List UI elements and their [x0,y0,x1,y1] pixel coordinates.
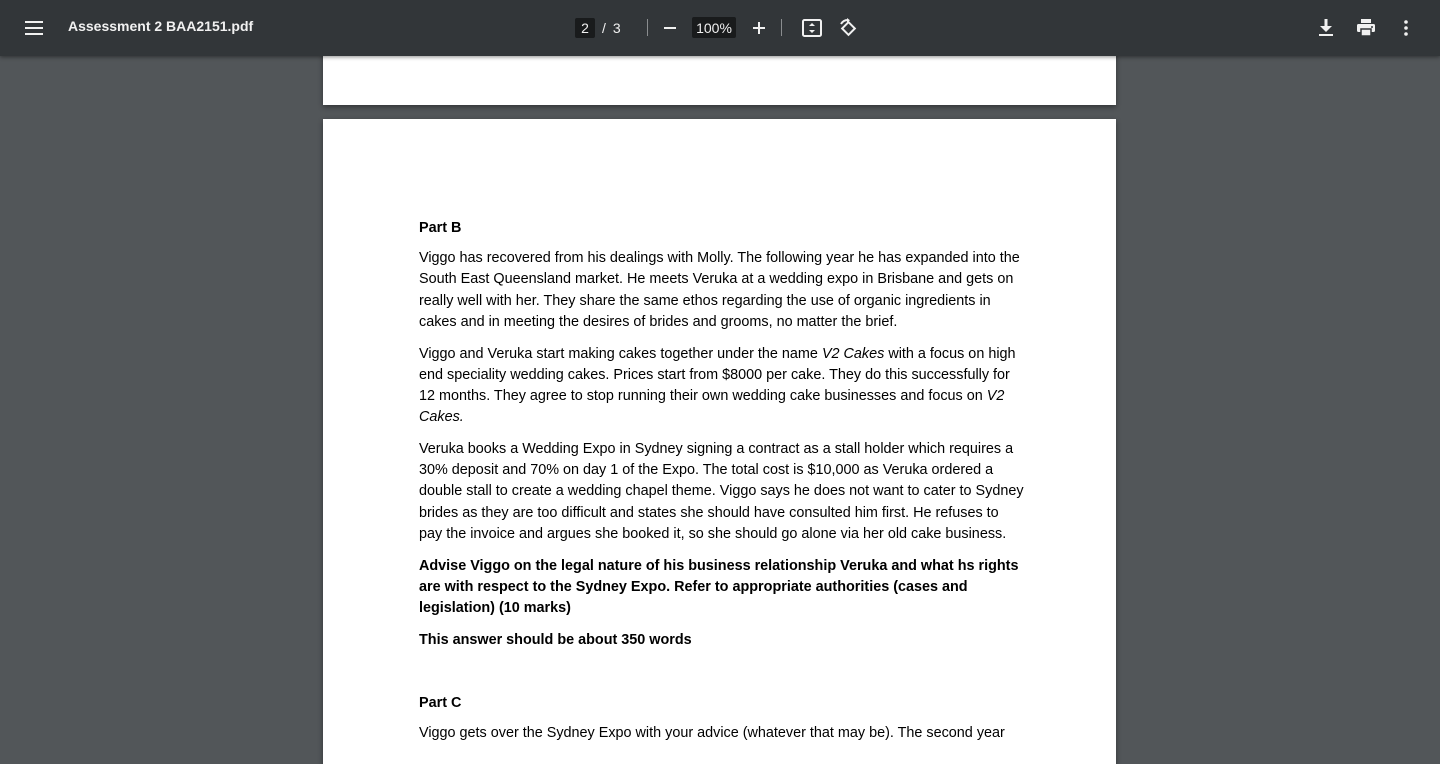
part-c-paragraph-1: Viggo gets over the Sydney Expo with your advice (whatever that may be). The second year [419,724,1005,741]
download-icon [1318,19,1334,37]
print-button[interactable] [1352,14,1380,42]
page-separator: / [602,20,606,36]
print-icon [1356,19,1376,37]
page-selector [575,17,621,39]
document-title: Assessment 2 BAA2151.pdf [68,18,254,34]
zoom-out-button[interactable] [656,14,684,42]
paragraph-text: with a focus on high end speciality wedding cakes. Prices start from $8000 per cake. They do this successfully for 12 months. They agree to stop running their own wedding cake businesses and focus on [419,345,1016,405]
page-number-input[interactable] [575,18,595,38]
part-b-paragraph-3: Veruka books a Wedding Expo in Sydney signing a contract as a stall holder which requires a 30% deposit and 70% on day 1 of the Expo. The total cost is $10,000 as Veruka ordered a double stall to create a wedding chapel theme. Viggo says he does not want to cater to Sydney brides as they are too difficult and states she should have consulted him first. He refuses to pay the invoice and argues she booked it, so she should go alone via her old cake business. [419,441,1024,542]
fit-to-page-button[interactable] [798,14,826,42]
part-b-heading: Part B [419,220,462,236]
plus-icon [752,21,766,35]
part-b-paragraph-2 [419,344,1025,429]
hamburger-menu-icon [25,21,43,35]
business-name: V2 Cakes [821,345,885,362]
pdf-viewer[interactable] [0,56,1440,764]
part-c-heading: Part C [419,694,462,711]
more-actions-button[interactable] [1392,14,1420,42]
business-name: V2 Cakes. [419,388,1005,426]
toolbar-divider [781,19,782,36]
previous-page [323,56,1116,105]
zoom-in-button[interactable] [745,14,773,42]
part-b-question: Advise Viggo on the legal nature of his business relationship Veruka and what hs rights are with respect to the Sydney Expo. Refer to appropriate authorities (cases and legislation) (10 marks) [419,557,1019,617]
total-pages: 3 [612,20,621,36]
part-b-word-count: This answer should be about 350 words [419,631,692,648]
more-vertical-icon [1404,20,1408,36]
minus-icon [663,21,677,35]
part-b-paragraph-1: Viggo has recovered from his dealings with Molly. The following year he has expanded into the South East Queensland market. He meets Veruka at a wedding expo in Brisbane and gets on really well with her. They share the same ethos regarding the use of organic ingredients in cakes and in meeting the desires of brides and grooms, no matter the brief. [419,250,1020,330]
section-spacer [419,662,1025,693]
rotate-button[interactable] [834,14,862,42]
fit-to-page-icon [802,19,822,37]
pdf-toolbar [0,0,1440,56]
toolbar-divider [647,19,648,36]
menu-button[interactable] [20,14,48,42]
download-button[interactable] [1312,14,1340,42]
page-content [419,218,1025,755]
zoom-level-input[interactable] [692,17,736,38]
rotate-counterclockwise-icon [838,18,858,38]
paragraph-text: Viggo and Veruka start making cakes together under the name [419,345,822,362]
current-page [323,119,1116,764]
